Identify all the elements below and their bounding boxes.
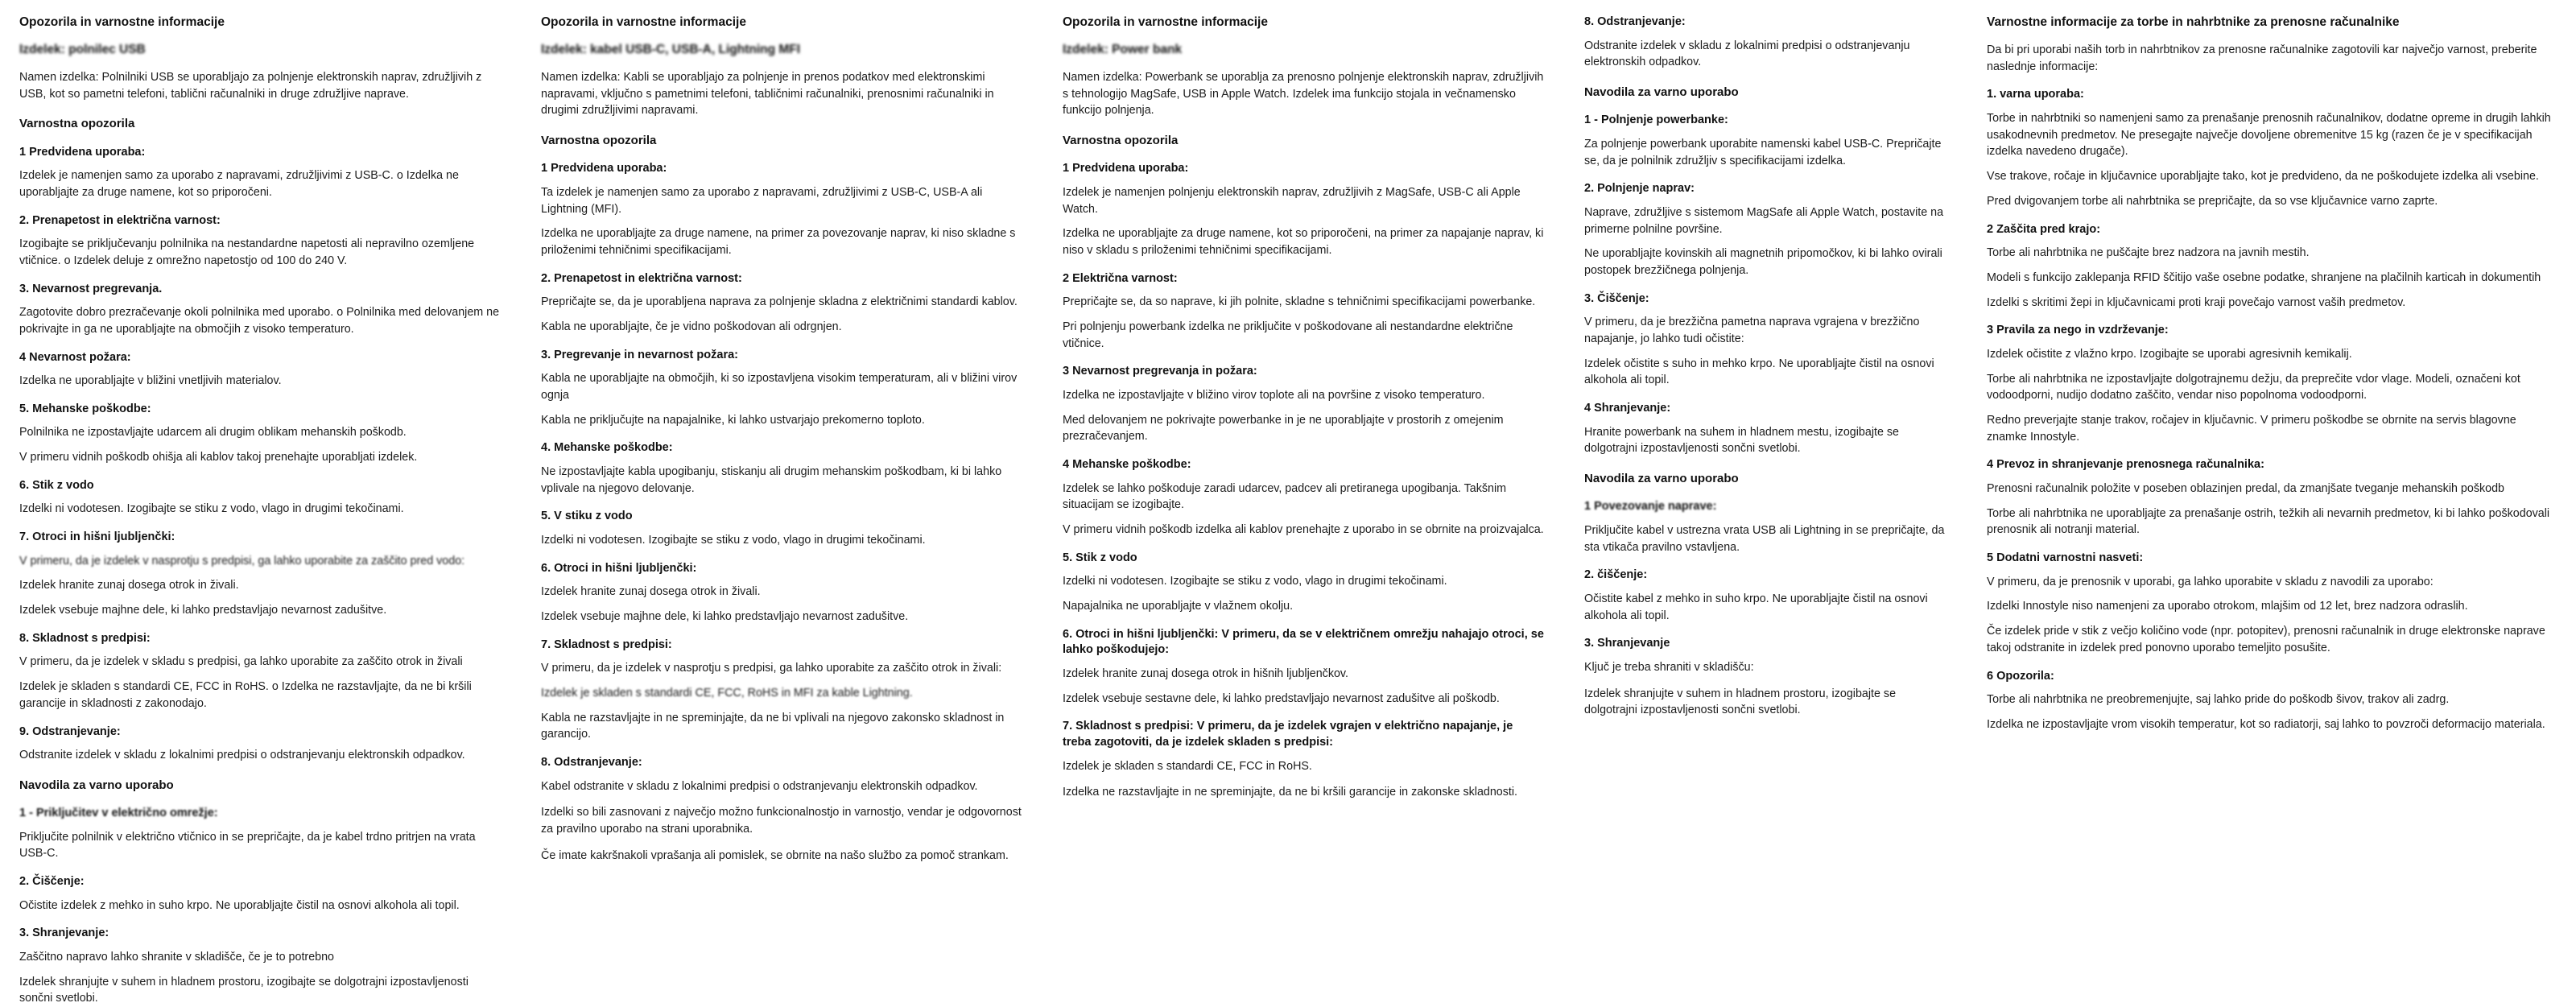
list-heading: 4 Prevoz in shranjevanje prenosnega računalnika: (1987, 458, 2264, 472)
paragraph: Ne izpostavljajte kabla upogibanju, stiskanju ali drugim mehanskim poškodbam, ki bi lahko vplivale na njegovo delovanje. (541, 464, 1002, 495)
paragraph: Izdelka ne uporabljajte za druge namene, kot so priporočeni, na primer za napajanje naprav, ki niso v skladu s priloženimi tehničnimi specifikacijami. (1063, 227, 1544, 257)
list-heading: 1 Povezovanje naprave: (1584, 500, 1717, 514)
paragraph: V primeru, da je izdelek v skladu s predpisi, ga lahko uporabite za zaščito otrok in živali (19, 655, 463, 669)
list-heading: 1 Predvidena uporaba: (1063, 162, 1189, 175)
paragraph: Med delovanjem ne pokrivajte powerbanke in je ne uporabljajte v prostorih z omejenim prezračevanjem. (1063, 413, 1504, 444)
list-heading: 6. Otroci in hišni ljubljenčki: (541, 561, 697, 575)
list-heading: 2. čiščenje: (1584, 568, 1648, 582)
list-heading: 1 - Priključitev v električno omrežje: (19, 807, 218, 820)
paragraph: Očistite kabel z mehko in suho krpo. Ne uporabljajte čistil na osnovi alkohola ali topil. (1584, 592, 1928, 622)
paragraph: Namen izdelka: Kabli se uporabljajo za polnjenje in prenos podatkov med elektronskimi napravami, vključno s pametnimi telefoni, tabličnimi računalniki, prenosnimi računalniki in drugimi združljivimi napravami. (541, 70, 994, 118)
subsection-heading: Varnostna opozorila (541, 134, 657, 147)
paragraph: Izdelek očistite z vlažno krpo. Izogibajte se uporabi agresivnih kemikalij. (1987, 347, 2352, 361)
paragraph: Prepričajte se, da je uporabljena naprava za polnjenje skladna z električnimi standardi kablov. (541, 295, 1018, 309)
paragraph: Zaščitno napravo lahko shranite v skladišče, če je to potrebno (19, 950, 335, 964)
paragraph: Izdelek je skladen s standardi CE, FCC in RoHS. (1063, 759, 1312, 773)
paragraph: Izdelki ni vodotesen. Izogibajte se stiku z vodo, vlago in drugimi tekočinami. (541, 533, 926, 547)
paragraph: Izdelki Innostyle niso namenjeni za uporabo otrokom, mlajšim od 12 let, brez nadzora odraslih. (1987, 600, 2468, 613)
paragraph: Izdelki so bili zasnovani z največjo možno funkcionalnostjo in varnostjo, vendar je odgovornost za pravilno uporabo na strani uporabnika. (541, 806, 1022, 836)
paragraph: Zagotovite dobro prezračevanje okoli polnilnika med uporabo. o Polnilnika med delovanjem ne pokrivajte in ga ne uporabljajte na območjih z visoko temperaturo. (19, 306, 500, 336)
list-heading: 7. Skladnost s predpisi: V primeru, da je izdelek vgrajen v električno napajanje, je treba zagotoviti, da je izdelek skladen s predpisi: (1063, 720, 1513, 749)
list-heading: 5. Stik z vodo (1063, 551, 1137, 564)
paragraph: Izdelek vsebuje sestavne dele, ki lahko predstavljajo nevarnost zadušitve ali poškodb. (1063, 691, 1500, 705)
paragraph: Kabel odstranite v skladu z lokalnimi predpisi o odstranjevanju elektronskih odpadkov. (541, 779, 978, 793)
list-heading: 5. Mehanske poškodbe: (19, 402, 151, 415)
list-heading: 3. Shranjevanje: (19, 927, 109, 940)
paragraph: Ta izdelek je namenjen samo za uporabo z napravami, združljivimi z USB-C, USB-A ali Lightning (MFI). (541, 185, 983, 216)
paragraph: Izdelek je namenjen polnjenju elektronskih naprav, združljivih z MagSafe, USB-C ali Apple Watch. (1063, 185, 1521, 216)
paragraph: Vse trakove, ročaje in ključavnice uporabljajte tako, kot je predvideno, da ne poškodujete izdelka ali vsebine. (1987, 170, 2539, 184)
paragraph: Napajalnika ne uporabljajte v vlažnem okolju. (1063, 600, 1294, 613)
paragraph: Pri polnjenju powerbank izdelka ne priključite v poškodovane ali nestandardne električne vtičnice. (1063, 320, 1513, 350)
subsection-heading: Navodila za varno uporabo (1584, 472, 1739, 486)
list-heading: 7. Skladnost s predpisi: (541, 638, 672, 651)
list-heading: 6 Opozorila: (1987, 669, 2054, 683)
paragraph: V primeru vidnih poškodb ohišja ali kablov takoj prenehajte uporabljati izdelek. (19, 451, 418, 464)
product-name: Izdelek: Power bank (1063, 42, 1183, 56)
list-heading: 4 Shranjevanje: (1584, 402, 1671, 415)
paragraph: Priključite polnilnik v električno vtičnico in se prepričajte, da je kabel trdno pritrjen na vrata USB-C. (19, 830, 476, 860)
paragraph: Izdelek hranite zunaj dosega otrok in živali. (19, 579, 239, 592)
list-heading: 8. Odstranjevanje: (1584, 15, 1686, 28)
section-title: Opozorila in varnostne informacije (19, 15, 225, 29)
product-name: Izdelek: kabel USB-C, USB-A, Lightning MFI (541, 42, 801, 56)
list-heading: 7. Otroci in hišni ljubljenčki: (19, 530, 175, 544)
product-name: Izdelek: polnilec USB (19, 42, 146, 56)
paragraph: Izdelka ne uporabljajte za druge namene, na primer za povezovanje naprav, ki niso skladne s priloženimi tehničnimi specifikacijami. (541, 227, 1016, 257)
section-title: Opozorila in varnostne informacije (1063, 15, 1268, 29)
list-heading: 8. Skladnost s predpisi: (19, 631, 151, 645)
paragraph: Redno preverjajte stanje trakov, ročajev in ključavnic. V primeru poškodbe se obrnite na servis blagovne znamke Innostyle. (1987, 413, 2516, 444)
paragraph: Kabla ne uporabljajte na območjih, ki so izpostavljena visokim temperaturam, ali v bližini virov ognja (541, 372, 1018, 402)
paragraph: Pred dvigovanjem torbe ali nahrbtnika se prepričajte, da so vse ključavnice varno zaprte. (1987, 194, 2438, 208)
list-heading: 3. Nevarnost pregrevanja. (19, 282, 163, 295)
paragraph: V primeru, da je izdelek v nasprotju s predpisi, ga lahko uporabite za zaščito otrok in živali: (541, 662, 1002, 675)
paragraph: Naprave, združljive s sistemom MagSafe ali Apple Watch, postavite na primerne polnilne površine. (1584, 205, 1944, 236)
paragraph: Hranite powerbank na suhem in hladnem mestu, izogibajte se dolgotrajni izpostavljenosti sončni svetlobi. (1584, 425, 1900, 456)
list-heading: 2 Zaščita pred krajo: (1987, 222, 2101, 236)
paragraph: Prepričajte se, da so naprave, ki jih polnite, skladne s tehničnimi specifikacijami powerbanke. (1063, 295, 1536, 309)
list-heading: 1 Predvidena uporaba: (541, 162, 667, 175)
column-cable-mfi (522, 14, 1043, 1006)
paragraph: V primeru, da je prenosnik v uporabi, ga lahko uporabite v skladu z navodili za uporabo: (1987, 575, 2434, 588)
column-powerbank (1043, 14, 1565, 1006)
list-heading: 2. Čiščenje: (19, 875, 85, 889)
list-heading: 6. Stik z vodo (19, 478, 94, 492)
paragraph: Torbe ali nahrbtnika ne izpostavljajte dolgotrajnemu dežju, da preprečite vdor vlage. Modeli, označeni kot vodoodporni, nudijo dodatno zaščito, vendar niso popolnoma vodoodporni. (1987, 372, 2520, 402)
paragraph: Izdelek shranjujte v suhem in hladnem prostoru, izogibajte se dolgotrajni izpostavljenosti sončni svetlobi. (1584, 687, 1897, 717)
section-title: Varnostne informacije za torbe in nahrbtnike za prenosne računalnike (1987, 15, 2400, 29)
list-heading: 4. Mehanske poškodbe: (541, 441, 673, 455)
paragraph: Torbe in nahrbtniki so namenjeni samo za prenašanje prenosnih računalnikov, dodatne opreme in drugih lahkih usakodnevnih predmetov. Ne presegajte največje dovoljene obremenitve 15 kg (razen če je v specifikacijah izdelka navedeno drugače). (1987, 111, 2551, 159)
list-heading: 8. Odstranjevanje: (541, 756, 642, 770)
list-heading: 2. Prenapetost in električna varnost: (541, 271, 742, 285)
paragraph: Izogibajte se priključevanju polnilnika na nestandardne napetosti ali nepravilno ozemljene vtičnice. o Izdelek deluje z omrežno napetostjo od 100 do 240 V. (19, 237, 475, 267)
list-heading: 1 Predvidena uporaba: (19, 145, 146, 159)
paragraph: Izdelka ne izpostavljajte v bližino virov toplote ali na površine z visoko temperaturo. (1063, 388, 1485, 402)
paragraph: Izdelek očistite s suho in mehko krpo. Ne uporabljajte čistil na osnovi alkohola ali topil. (1584, 357, 1934, 387)
paragraph: Odstranite izdelek v skladu z lokalnimi predpisi o odstranjevanju elektronskih odpadkov. (19, 749, 465, 762)
paragraph: Torbe ali nahrbtnika ne puščajte brez nadzora na javnih mestih. (1987, 246, 2310, 260)
paragraph: Izdelek vsebuje majhne dele, ki lahko predstavljajo nevarnost zadušitve. (541, 609, 909, 623)
paragraph: Izdelek se lahko poškoduje zaradi udarcev, padcev ali pretiranega upogibanja. Takšnim situacijam se izogibajte. (1063, 481, 1507, 512)
paragraph: Izdelka ne izpostavljajte vrom visokih temperatur, kot so radiatorji, saj lahko to povzroči deformacijo materiala. (1987, 717, 2545, 731)
column-usb-charger (0, 14, 522, 1006)
column-laptop-bag (1967, 14, 2576, 1006)
list-heading: 3. Pregrevanje in nevarnost požara: (541, 348, 738, 361)
list-heading: 1 - Polnjenje powerbanke: (1584, 113, 1728, 127)
paragraph: Torbe ali nahrbtnika ne preobremenjujte, saj lahko pride do poškodb šivov, trakov ali zadrg. (1987, 693, 2450, 707)
list-heading: 3. Shranjevanje (1584, 637, 1670, 650)
paragraph: Izdelek hranite zunaj dosega otrok in hišnih ljubljenčkov. (1063, 667, 1348, 680)
list-heading: 9. Odstranjevanje: (19, 724, 121, 738)
paragraph: Izdelek vsebuje majhne dele, ki lahko predstavljajo nevarnost zadušitve. (19, 604, 387, 617)
column-powerbank-care (1565, 14, 1967, 1006)
paragraph: Namen izdelka: Polnilniki USB se uporabljajo za polnjenje elektronskih naprav, združljivih z USB, kot so pametni telefoni, tablični računalniki in druge združljive naprave. (19, 70, 482, 101)
paragraph: Priključite kabel v ustrezna vrata USB ali Lightning in se prepričajte, da sta vtikača pravilno vstavljena. (1584, 523, 1945, 554)
paragraph: V primeru vidnih poškodb izdelka ali kablov prenehajte z uporabo in se obrnite na proizvajalca. (1063, 523, 1544, 537)
list-heading: 6. Otroci in hišni ljubljenčki: V primeru, da se v električnem omrežju nahajajo otroci, se lahko poškodujejo: (1063, 627, 1544, 657)
paragraph: Izdelek je skladen s standardi CE, FCC in RoHS. o Izdelka ne razstavljajte, da ne bi kršili garancije in skladnosti z zakonodajo. (19, 680, 472, 710)
paragraph: Kabla ne razstavljajte in ne spreminjajte, da ne bi vplivali na njegovo zakonsko skladnost in garancijo. (541, 711, 1005, 741)
list-heading: 1. varna uporaba: (1987, 88, 2084, 101)
list-heading: 3 Pravila za nego in vzdrževanje: (1987, 324, 2169, 337)
subsection-heading: Varnostna opozorila (19, 117, 135, 131)
paragraph: Izdelek je namenjen samo za uporabo z napravami, združljivimi z USB-C. o Izdelka ne uporabljajte za druge namene, kot so priporočeni. (19, 169, 459, 199)
paragraph: Torbe ali nahrbtnika ne uporabljajte za prenašanje ostrih, težkih ali nevarnih predmetov, ki bi lahko poškodovali prenosnik ali notranji material. (1987, 506, 2550, 537)
list-heading: 5 Dodatni varnostni nasveti: (1987, 551, 2144, 565)
paragraph: Izdelek hranite zunaj dosega otrok in živali. (541, 585, 761, 599)
paragraph: Če izdelek pride v stik z večjo količino vode (npr. potopitev), prenosni računalnik in druge elektronske naprave takoj odstranite in izdelek pred ponovno uporabo temeljito posušite. (1987, 625, 2545, 654)
paragraph: Za polnjenje powerbank uporabite namenski kabel USB-C. Prepričajte se, da je polnilnik združljiv s specifikacijami izdelka. (1584, 137, 1942, 167)
list-heading: 3. Čiščenje: (1584, 291, 1649, 305)
paragraph: Namen izdelka: Powerbank se uporablja za prenosno polnjenje elektronskih naprav, združljivih s tehnologijo MagSafe, USB in Apple Watch. Izdelek ima funkcijo stojala in večnamensko funkcijo polnjenja. (1063, 70, 1544, 118)
paragraph: Prenosni računalnik položite v poseben oblazinjen predal, da zmanjšate tveganje mehanskih poškodb (1987, 481, 2504, 495)
paragraph: Ključ je treba shraniti v skladišču: (1584, 660, 1754, 674)
paragraph: Če imate kakršnakoli vprašanja ali pomislek, se obrnite na našo službo za pomoč strankam. (541, 848, 1009, 862)
paragraph: Izdelki ni vodotesen. Izogibajte se stiku z vodo, vlago in drugimi tekočinami. (1063, 575, 1447, 588)
list-heading: 4 Nevarnost požara: (19, 350, 131, 364)
paragraph: Izdelek shranjujte v suhem in hladnem prostoru, izogibajte se dolgotrajni izpostavljenosti sončni svetlobi. (19, 975, 469, 1005)
paragraph: Odstranite izdelek v skladu z lokalnimi predpisi o odstranjevanju elektronskih odpadkov. (1584, 39, 1910, 69)
list-heading: 2. Polnjenje naprav: (1584, 182, 1695, 196)
paragraph: Očistite izdelek z mehko in suho krpo. Ne uporabljajte čistil na osnovi alkohola ali topil. (19, 898, 460, 912)
paragraph: Kabla ne priključujte na napajalnike, ki lahko ustvarjajo prekomerno toploto. (541, 413, 925, 427)
paragraph: Modeli s funkcijo zaklepanja RFID ščitijo vaše osebne podatke, shranjene na plačilnih karticah in dokumentih (1987, 270, 2541, 284)
list-heading: 5. V stiku z vodo (541, 510, 633, 523)
subsection-heading: Varnostna opozorila (1063, 134, 1179, 147)
paragraph: Da bi pri uporabi naših torb in nahrbtnikov za prenosne računalnike zagotovili kar največjo varnost, preberite naslednje informacije: (1987, 43, 2537, 73)
paragraph: V primeru, da je brezžična pametna naprava vgrajena v brezžično napajanje, jo lahko tudi očistite: (1584, 316, 1920, 345)
paragraph: Izdelka ne razstavljajte in ne spreminjajte, da ne bi kršili garancije in zakonske skladnosti. (1063, 786, 1518, 799)
paragraph: Izdelki s skritimi žepi in ključavnicami proti kraji povečajo varnost vaših predmetov. (1987, 295, 2406, 309)
list-heading: 2. Prenapetost in električna varnost: (19, 213, 221, 227)
list-heading: 3 Nevarnost pregrevanja in požara: (1063, 365, 1257, 378)
paragraph: Izdelek je skladen s standardi CE, FCC, RoHS in MFI za kable Lightning. (541, 686, 913, 700)
section-title: Opozorila in varnostne informacije (541, 15, 746, 29)
paragraph: V primeru, da je izdelek v nasprotju s predpisi, ga lahko uporabite za zaščito pred vodo: (19, 554, 465, 567)
list-heading: 2 Električna varnost: (1063, 271, 1178, 285)
subsection-heading: Navodila za varno uporabo (1584, 85, 1739, 99)
subsection-heading: Navodila za varno uporabo (19, 778, 174, 792)
paragraph: Kabla ne uporabljajte, če je vidno poškodovan ali odrgnjen. (541, 320, 842, 333)
paragraph: Izdelki ni vodotesen. Izogibajte se stiku z vodo, vlago in drugimi tekočinami. (19, 502, 404, 516)
paragraph: Polnilnika ne izpostavljajte udarcem ali drugim oblikam mehanskih poškodb. (19, 426, 407, 440)
list-heading: 4 Mehanske poškodbe: (1063, 458, 1191, 472)
paragraph: Izdelka ne uporabljajte v bližini vnetljivih materialov. (19, 374, 282, 388)
paragraph: Ne uporabljajte kovinskih ali magnetnih pripomočkov, ki bi lahko ovirali postopek brezžičnega polnjenja. (1584, 247, 1942, 277)
